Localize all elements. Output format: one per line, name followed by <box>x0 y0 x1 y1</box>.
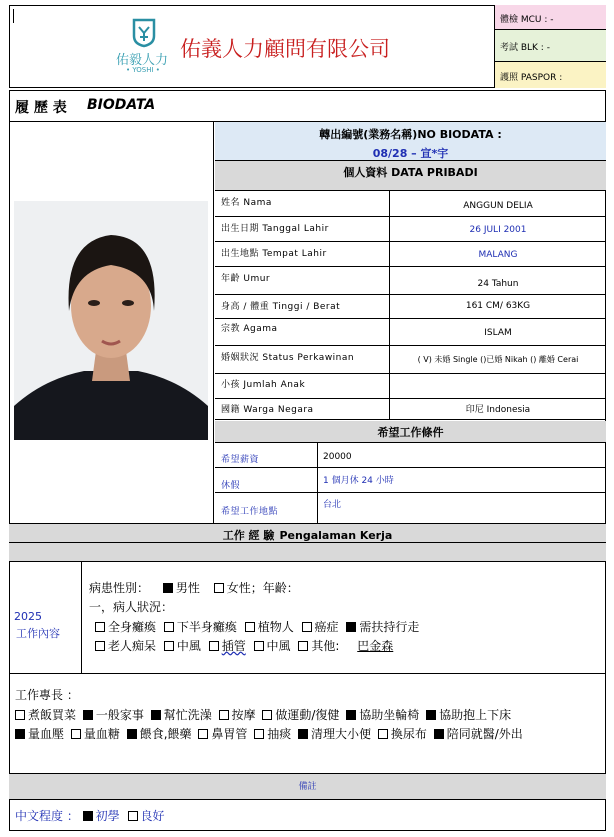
label-children: 小孩 Jumlah Anak <box>221 380 306 390</box>
skill-checkbox[interactable] <box>434 729 444 739</box>
skill-checkbox[interactable] <box>198 729 208 739</box>
condition-checkbox[interactable] <box>95 641 105 651</box>
job-pref-row <box>215 493 606 523</box>
experience-content-label: 工作內容 <box>16 627 60 640</box>
label-birthplace: 出生地點 Tempat Lahir <box>221 249 327 259</box>
condition-label: 下半身癱瘓 <box>176 620 237 634</box>
skill-checkbox[interactable] <box>83 710 93 720</box>
skill-checkbox[interactable] <box>262 710 272 720</box>
skill-checkbox[interactable] <box>426 710 436 720</box>
value-birthplace: MALANG <box>478 250 518 260</box>
skill-label: 協助抱上下床 <box>439 708 512 722</box>
company-name: 佑義人力顧問有限公司 <box>180 37 390 61</box>
skills-line-2 <box>15 724 523 744</box>
skill-label: 鼻胃管 <box>211 727 248 741</box>
value-nationality: 印尼 Indonesia <box>465 405 531 415</box>
company-logo <box>112 16 176 76</box>
skill-checkbox[interactable] <box>151 710 161 720</box>
chinese-level-option: 良好 <box>140 809 165 823</box>
title-en: BIODATA <box>87 97 156 113</box>
skill-checkbox[interactable] <box>15 729 25 739</box>
mcu-label: 體檢 MCU : - <box>500 15 554 25</box>
value-religion: ISLAM <box>484 328 512 338</box>
chinese-level-option: 初學 <box>95 809 120 823</box>
job-pref-heading-text: 希望工作條件 <box>377 426 444 439</box>
text-cursor <box>13 9 14 23</box>
condition-checkbox[interactable] <box>346 622 356 632</box>
condition-label: 需扶持行走 <box>359 620 420 634</box>
patient-status-label: 一，病人狀況： <box>89 600 174 614</box>
value-height-weight: 161 CM/ 63KG <box>465 301 531 311</box>
condition-label: 老人痴呆 <box>108 639 157 653</box>
label-height-weight: 身高 / 體重 Tinggi / Berat <box>221 302 341 312</box>
personal-heading-text: 個人資料 DATA PRIBADI <box>343 166 478 179</box>
male-checkbox[interactable] <box>163 583 173 593</box>
patient-gender-line <box>89 578 299 598</box>
condition-checkbox[interactable] <box>254 641 264 651</box>
skill-label: 量血壓 <box>28 727 65 741</box>
skill-checkbox[interactable] <box>378 729 388 739</box>
skills-line-1 <box>15 705 511 725</box>
paspor-field[interactable] <box>495 62 606 88</box>
skill-label: 量血糖 <box>83 727 120 741</box>
skill-checkbox[interactable] <box>254 729 264 739</box>
skill-checkbox[interactable] <box>298 729 308 739</box>
job-pref-heading <box>215 421 606 443</box>
personal-row <box>215 399 606 420</box>
condition-label: 中風 <box>266 639 291 653</box>
label-holiday: 休假 <box>221 481 241 491</box>
condition-label: 中風 <box>176 639 201 653</box>
title-zh: 履 歷 表 <box>15 100 67 116</box>
paspor-label: 護照 PASPOR : <box>500 73 563 83</box>
skill-checkbox[interactable] <box>219 710 229 720</box>
skill-label: 清理大小便 <box>311 727 372 741</box>
value-name: ANGGUN DELIA <box>463 201 533 211</box>
skill-label: 按摩 <box>231 708 256 722</box>
label-marital-status: 婚姻狀況 Status Perkawinan <box>221 353 355 363</box>
job-pref-row <box>215 468 606 493</box>
personal-table <box>215 191 606 420</box>
title-row <box>9 90 606 122</box>
personal-row <box>215 295 606 319</box>
personal-row <box>215 242 606 267</box>
condition-label: 插管 <box>221 639 246 653</box>
label-birthdate: 出生日期 Tanggal Lahir <box>221 224 329 234</box>
condition-checkbox[interactable] <box>302 622 312 632</box>
condition-checkbox[interactable] <box>164 622 174 632</box>
skill-label: 幫忙洗澡 <box>163 708 212 722</box>
condition-label: 全身癱瘓 <box>108 620 157 634</box>
skill-label: 陪同就醫/外出 <box>446 727 523 741</box>
experience-row <box>9 562 606 674</box>
remarks-label: 備註 <box>298 782 317 792</box>
skill-label: 換尿布 <box>390 727 427 741</box>
condition-checkbox[interactable] <box>298 641 308 651</box>
blk-field[interactable] <box>495 30 606 62</box>
label-work-location: 希望工作地點 <box>221 507 279 517</box>
experience-year: 2025 <box>14 610 42 623</box>
biodata-number-label: 轉出編號(業務名稱)NO BIODATA : <box>319 128 502 141</box>
conditions-row-1 <box>95 617 419 637</box>
biodata-number-value: 08/28 – 宣*宇 <box>372 147 449 160</box>
personal-row <box>215 374 606 399</box>
condition-label: 其他: <box>311 639 340 653</box>
chinese-level-checkbox[interactable] <box>128 811 138 821</box>
applicant-photo <box>14 201 208 440</box>
other-condition-value: 巴金森 <box>357 639 394 653</box>
male-label: 男性 <box>175 581 200 595</box>
chinese-level-checkbox[interactable] <box>83 811 93 821</box>
skill-checkbox[interactable] <box>127 729 137 739</box>
value-holiday: 1 個月休 24 小時 <box>323 476 394 486</box>
condition-checkbox[interactable] <box>95 622 105 632</box>
skills-section <box>9 674 606 774</box>
personal-row <box>215 217 606 242</box>
chinese-level-row <box>9 800 606 831</box>
skill-checkbox[interactable] <box>15 710 25 720</box>
label-age: 年齡 Umur <box>221 274 271 284</box>
female-label: 女性；年齡： <box>226 581 299 595</box>
label-salary: 希望薪資 <box>221 455 260 465</box>
job-pref-row <box>215 443 606 468</box>
skill-label: 一般家事 <box>95 708 144 722</box>
skills-label: 工作專長 ： <box>15 688 79 702</box>
skill-checkbox[interactable] <box>346 710 356 720</box>
skill-label: 做運動/復健 <box>275 708 340 722</box>
personal-row <box>215 267 606 295</box>
value-marital-status: ( V) 未婚 Single ()已婚 Nikah () 離婚 Cerai <box>417 355 579 364</box>
condition-label: 癌症 <box>314 620 339 634</box>
experience-heading <box>9 523 606 543</box>
mcu-field[interactable] <box>495 5 606 30</box>
experience-heading-en: Pengalaman Kerja <box>279 529 393 542</box>
personal-row <box>215 191 606 217</box>
skill-label: 抽痰 <box>267 727 292 741</box>
value-salary: 20000 <box>323 452 352 462</box>
condition-checkbox[interactable] <box>164 641 174 651</box>
biodata-number-box <box>215 122 606 161</box>
personal-heading <box>215 161 606 191</box>
condition-checkbox[interactable] <box>209 641 219 651</box>
blk-label: 考試 BLK : - <box>500 43 550 53</box>
personal-row <box>215 346 606 374</box>
experience-spacer-row <box>9 543 606 562</box>
value-age: 24 Tahun <box>477 279 519 289</box>
label-nationality: 國籍 Warga Negara <box>221 405 314 415</box>
logo-subtext: • YOSHI • <box>126 66 160 74</box>
condition-checkbox[interactable] <box>245 622 255 632</box>
chinese-level-label: 中文程度 ： <box>15 809 79 823</box>
skill-checkbox[interactable] <box>71 729 81 739</box>
value-birthdate: 26 JULI 2001 <box>469 225 527 235</box>
remarks-row <box>9 774 606 800</box>
skill-label: 煮飯買菜 <box>28 708 77 722</box>
label-name: 姓名 Nama <box>221 198 272 208</box>
value-work-location: 台北 <box>323 500 342 510</box>
skill-label: 協助坐輪椅 <box>359 708 420 722</box>
experience-left-col <box>9 562 82 674</box>
skill-label: 餵食,餵藥 <box>139 727 192 741</box>
condition-label: 植物人 <box>257 620 294 634</box>
conditions-row-2 <box>95 636 399 656</box>
chinese-level-line <box>15 806 165 826</box>
experience-heading-zh: 工作 經 驗 <box>222 529 275 542</box>
label-religion: 宗教 Agama <box>221 324 278 334</box>
logo-text: 佑毅人力 <box>116 53 169 68</box>
female-checkbox[interactable] <box>214 583 224 593</box>
patient-gender-label: 病患性別： <box>89 581 150 595</box>
personal-row <box>215 319 606 346</box>
job-pref-table <box>215 443 606 523</box>
